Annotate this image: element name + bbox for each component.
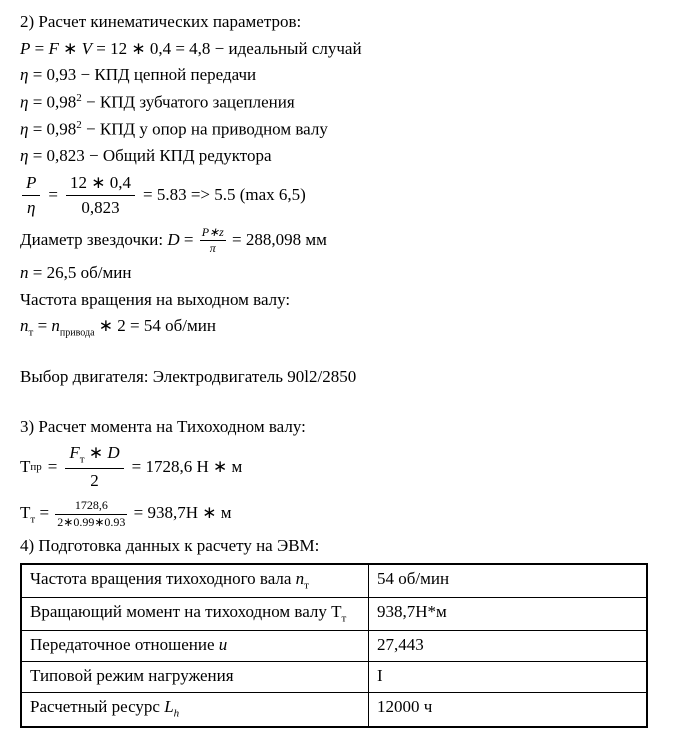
equals-sign: = (48, 185, 58, 205)
var-F: F (48, 38, 59, 58)
param-label-cell (21, 693, 369, 727)
param-value-cell: I (369, 662, 648, 693)
fraction-Pz-over-pi (200, 226, 226, 257)
param-value-cell: 938,7Н*м (369, 598, 648, 631)
exponent: 2 (76, 91, 82, 104)
param-label-cell (21, 631, 369, 662)
var-n: n (51, 316, 60, 336)
formula-power (20, 39, 653, 59)
formula-sprocket-diameter (20, 226, 653, 257)
fraction-denominator: 2 (65, 468, 123, 491)
var-F: F (69, 443, 80, 463)
math-text: = 288,098 мм (227, 229, 327, 249)
fraction-numerator: P (26, 172, 37, 192)
subscript: т (30, 513, 36, 526)
formula-eta-total (20, 146, 653, 166)
math-text: = 0,823 − Общий КПД редуктора (28, 146, 272, 166)
table-row (21, 693, 647, 727)
math-op: ∗ (84, 443, 108, 463)
var-n: n (20, 263, 29, 283)
param-label-cell (21, 598, 369, 631)
subscript: т (79, 453, 85, 466)
param-label: Частота вращения тихоходного вала (30, 568, 296, 588)
table-row (21, 564, 647, 598)
equals-sign: = (33, 316, 52, 336)
motor-selection-line: Выбор двигателя: Электродвигатель 90l2/2850 (20, 367, 357, 387)
var-eta: η (20, 119, 29, 139)
var-P: P (20, 38, 31, 58)
fraction-P-over-eta (22, 173, 40, 218)
equals-sign: = (179, 229, 198, 249)
subscript: т (28, 326, 34, 339)
math-text: = 5.83 => 5.5 (max 6,5) (142, 185, 306, 205)
math-text: ∗ 2 = 54 об/мин (94, 316, 216, 336)
formula-eta-chain (20, 65, 653, 85)
param-label-cell (21, 662, 369, 693)
subscript: привода (59, 327, 95, 339)
section-2-title: 2) Расчет кинематических параметров: (20, 12, 302, 31)
fraction-value (66, 173, 135, 218)
fraction-denominator: 0,823 (66, 195, 135, 218)
var-eta: η (20, 65, 29, 85)
fraction-numerator (65, 443, 123, 467)
fraction-numerator: P∗z (201, 224, 224, 239)
var-u: u (218, 635, 228, 655)
subscript: пр (30, 461, 42, 474)
section-3-title: 3) Расчет момента на Тихоходном валу: (20, 416, 306, 436)
table-row (21, 631, 647, 662)
subscript: т (341, 612, 347, 625)
section-4-title: 4) Подготовка данных к расчету на ЭВМ: (20, 536, 320, 556)
param-value-cell: 27,443 (369, 631, 648, 662)
exponent: 2 (76, 118, 82, 131)
table-row (21, 598, 647, 631)
output-shaft-frequency-title: Частота вращения на выходном валу: (20, 289, 291, 309)
math-text: = 12 ∗ 0,4 = 4,8 − идеальный случай (92, 38, 362, 58)
formula-ratio (20, 173, 653, 218)
formula-eta-gear (20, 92, 653, 112)
math-text: = 1728,6 Н ∗ м (131, 457, 243, 477)
math-text: − КПД у опор на приводном валу (81, 119, 328, 139)
fraction-torque (55, 499, 127, 530)
param-label-cell (21, 564, 369, 598)
fraction-numerator: 12 ∗ 0,4 (69, 172, 131, 192)
var-T: Т (20, 457, 31, 477)
math-text: = 938,7Н ∗ м (129, 503, 232, 522)
formula-tt (20, 499, 653, 530)
math-text: = 0,93 − КПД цепной передачи (28, 65, 257, 85)
fraction-numerator: 1728,6 (74, 497, 108, 512)
var-eta: η (20, 146, 29, 166)
math-text: = 26,5 об/мин (28, 263, 132, 283)
math-text: = 0,98 (28, 119, 77, 139)
equals-sign: = (35, 503, 54, 522)
param-label: Типовой режим нагружения (30, 666, 234, 686)
var-L: L (164, 697, 174, 717)
data-table (20, 563, 648, 728)
fraction-denominator: 2∗0.99∗0.93 (57, 514, 126, 529)
formula-tpr (20, 443, 653, 490)
var-D: D (167, 229, 180, 249)
param-value-cell: 54 об/мин (369, 564, 648, 598)
formula-nt (20, 316, 653, 339)
param-label: Вращающий момент на тихоходном валу Т (30, 602, 342, 622)
var-V: V (81, 38, 93, 58)
fraction-FtD-over-2 (65, 443, 123, 490)
var-n: n (295, 568, 305, 588)
param-value-cell: 12000 ч (369, 693, 648, 727)
subscript: h (173, 707, 180, 720)
label-text: Диаметр звездочки: (20, 229, 168, 249)
fraction-denominator: η (22, 195, 40, 218)
formula-n (20, 263, 653, 283)
var-eta: η (20, 92, 29, 112)
var-T: Т (20, 503, 31, 522)
var-n: n (20, 316, 29, 336)
var-D: D (107, 443, 120, 463)
math-op: ∗ (58, 38, 82, 58)
table-row (21, 662, 647, 693)
math-text: − КПД зубчатого зацепления (81, 92, 295, 112)
formula-eta-bearing (20, 119, 653, 139)
math-op: = (30, 38, 49, 58)
subscript: т (304, 579, 309, 592)
fraction-denominator: π (200, 240, 226, 256)
param-label: Расчетный ресурс (30, 697, 165, 717)
param-label: Передаточное отношение (30, 635, 219, 655)
math-text: = 0,98 (28, 92, 77, 112)
equals-sign: = (47, 457, 58, 477)
